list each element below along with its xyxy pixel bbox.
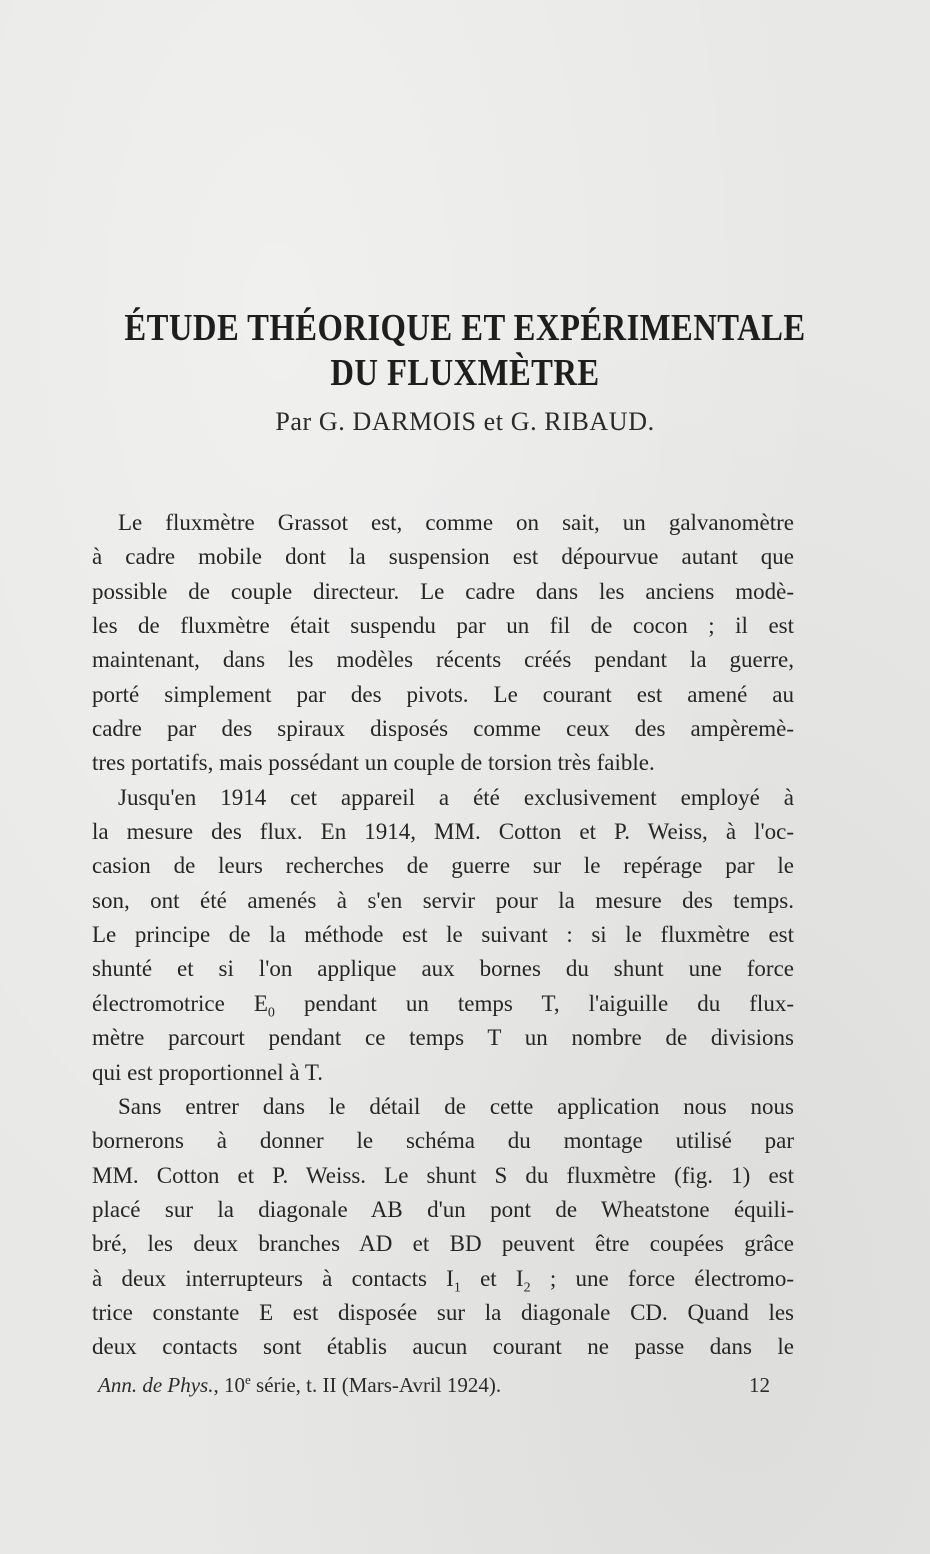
- text-line: possible de couple directeur. Le cadre dans les anciens modè-: [92, 578, 794, 604]
- subscript: 0: [267, 1005, 275, 1021]
- superscript: e: [244, 1372, 251, 1387]
- article-title-line-1: ÉTUDE THÉORIQUE ET EXPÉRIMENTALE: [124, 307, 806, 349]
- text-line: Jusqu'en 1914 cet appareil a été exclusivement employé à: [118, 784, 794, 810]
- text-line: les de fluxmètre était suspendu par un fil de cocon ; il est: [92, 613, 794, 639]
- text-line: Le fluxmètre Grassot est, comme on sait, un galvanomètre: [118, 510, 794, 535]
- text-line-with-subscript: [92, 987, 794, 1021]
- subscript: 2: [523, 1280, 531, 1296]
- text-line: Le principe de la méthode est le suivant : si le fluxmètre est: [92, 922, 794, 948]
- journal-name: Ann. de Phys.: [98, 1373, 214, 1397]
- text-line: Sans entrer dans le détail de cette application nous nous: [118, 1093, 794, 1119]
- text-line: bré, les deux branches AD et BD peuvent être coupées grâce: [92, 1231, 794, 1257]
- article-title-line-2: DU FLUXMÈTRE: [330, 352, 600, 394]
- text-fragment: et I: [460, 1265, 524, 1291]
- article-body: [92, 506, 794, 1365]
- text-fragment: électromotrice E: [92, 990, 268, 1016]
- subscript: 1: [453, 1280, 461, 1296]
- text-line: la mesure des flux. En 1914, MM. Cotton et P. Weiss, à l'oc-: [92, 819, 794, 845]
- text-line: mètre parcourt pendant ce temps T un nombre de divisions: [92, 1025, 794, 1051]
- text-line: porté simplement par des pivots. Le courant est amené au: [92, 681, 794, 707]
- text-line: à cadre mobile dont la suspension est dépourvue autant que: [92, 544, 794, 570]
- text-line: placé sur la diagonale AB d'un pont de Wheatstone équili-: [92, 1196, 794, 1222]
- text-line: cadre par des spiraux disposés comme ceux des ampèremè-: [92, 716, 794, 742]
- text-fragment: série, t. II (Mars-Avril 1924).: [250, 1373, 502, 1397]
- text-line: trice constante E est disposée sur la diagonale CD. Quand les: [92, 1299, 794, 1325]
- text-line: son, ont été amenés à s'en servir pour la mesure des temps.: [92, 887, 794, 913]
- text-line: casion de leurs recherches de guerre sur le repérage par le: [92, 853, 794, 879]
- text-line-with-subscript: [92, 1262, 794, 1296]
- text-line: qui est proportionnel à T.: [92, 1059, 324, 1085]
- text-line: MM. Cotton et P. Weiss. Le shunt S du fluxmètre (fig. 1) est: [92, 1162, 794, 1188]
- journal-reference: [98, 1373, 501, 1398]
- page-number: 12: [749, 1373, 770, 1397]
- text-line: deux contacts sont établis aucun courant ne passe dans le: [92, 1334, 794, 1360]
- text-line: tres portatifs, mais possédant un couple de torsion très faible.: [92, 750, 655, 776]
- page-footer: [98, 1373, 770, 1403]
- article-byline: Par G. DARMOIS et G. RIBAUD.: [275, 407, 655, 436]
- text-fragment: , 10: [213, 1373, 245, 1397]
- text-fragment: à deux interrupteurs à contacts I: [92, 1265, 454, 1291]
- text-line: bornerons à donner le schéma du montage utilisé par: [92, 1128, 794, 1154]
- text-line: shunté et si l'on applique aux bornes du shunt une force: [92, 956, 794, 982]
- text-fragment: ; une force électromo-: [530, 1265, 794, 1291]
- text-fragment: pendant un temps T, l'aiguille du flux-: [274, 990, 794, 1016]
- text-line: maintenant, dans les modèles récents créés pendant la guerre,: [92, 647, 794, 673]
